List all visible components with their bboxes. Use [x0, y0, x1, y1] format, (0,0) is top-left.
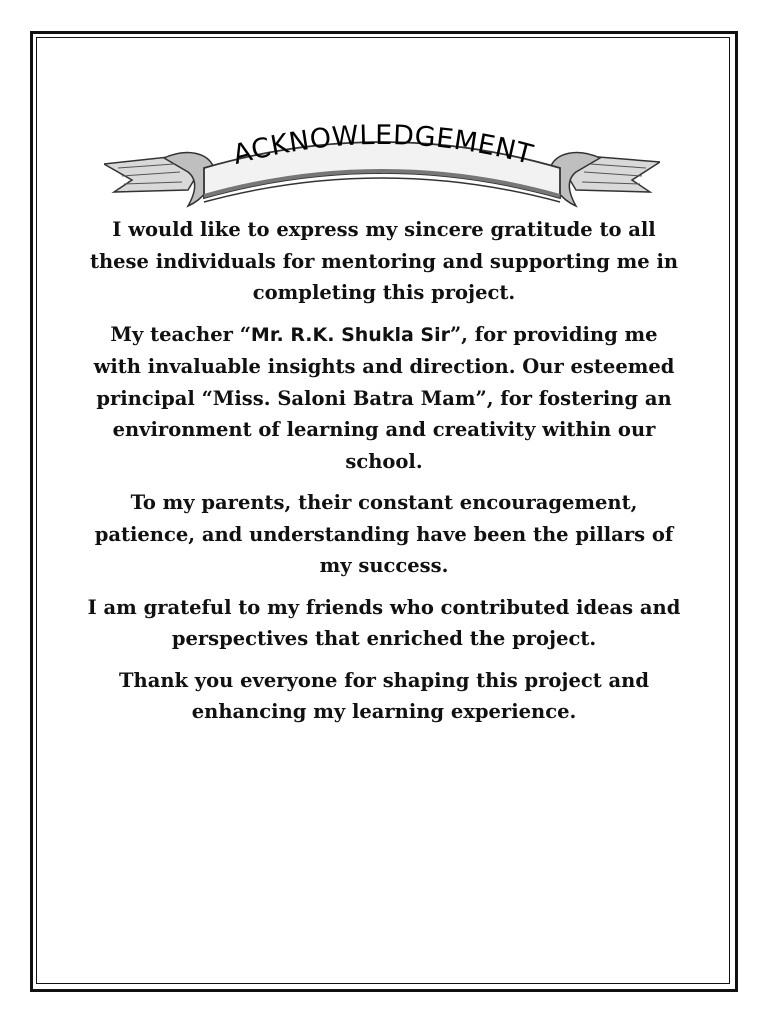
- teacher-prefix: My teacher “: [110, 322, 251, 346]
- intro-paragraph: I would like to express my sincere gratitude to all these individuals for mentoring and supporting me in completing this project.: [89, 218, 679, 304]
- teacher-name: Mr. R.K. Shukla Sir: [250, 323, 450, 346]
- ribbon-right-tail: [550, 153, 660, 206]
- teacher-paragraph: [86, 319, 682, 478]
- parents-paragraph: To my parents, their constant encouragement, patience, and understanding have been the pillars of my success.: [94, 491, 674, 577]
- teacher-suffix: ”, for providing me with invaluable insights and direction. Our esteemed principal “Miss. Saloni Batra Mam”, for fostering an environment of learning and creativity within our school.: [93, 322, 675, 473]
- ribbon-left-tail: [104, 153, 214, 206]
- acknowledgement-body: [86, 214, 682, 738]
- acknowledgement-banner: [104, 118, 660, 218]
- closing-paragraph: Thank you everyone for shaping this project and enhancing my learning experience.: [119, 668, 649, 723]
- banner-title: ACKNOWLEDGEMENT: [229, 119, 537, 171]
- friends-paragraph: I am grateful to my friends who contributed ideas and perspectives that enriched the project.: [87, 595, 681, 650]
